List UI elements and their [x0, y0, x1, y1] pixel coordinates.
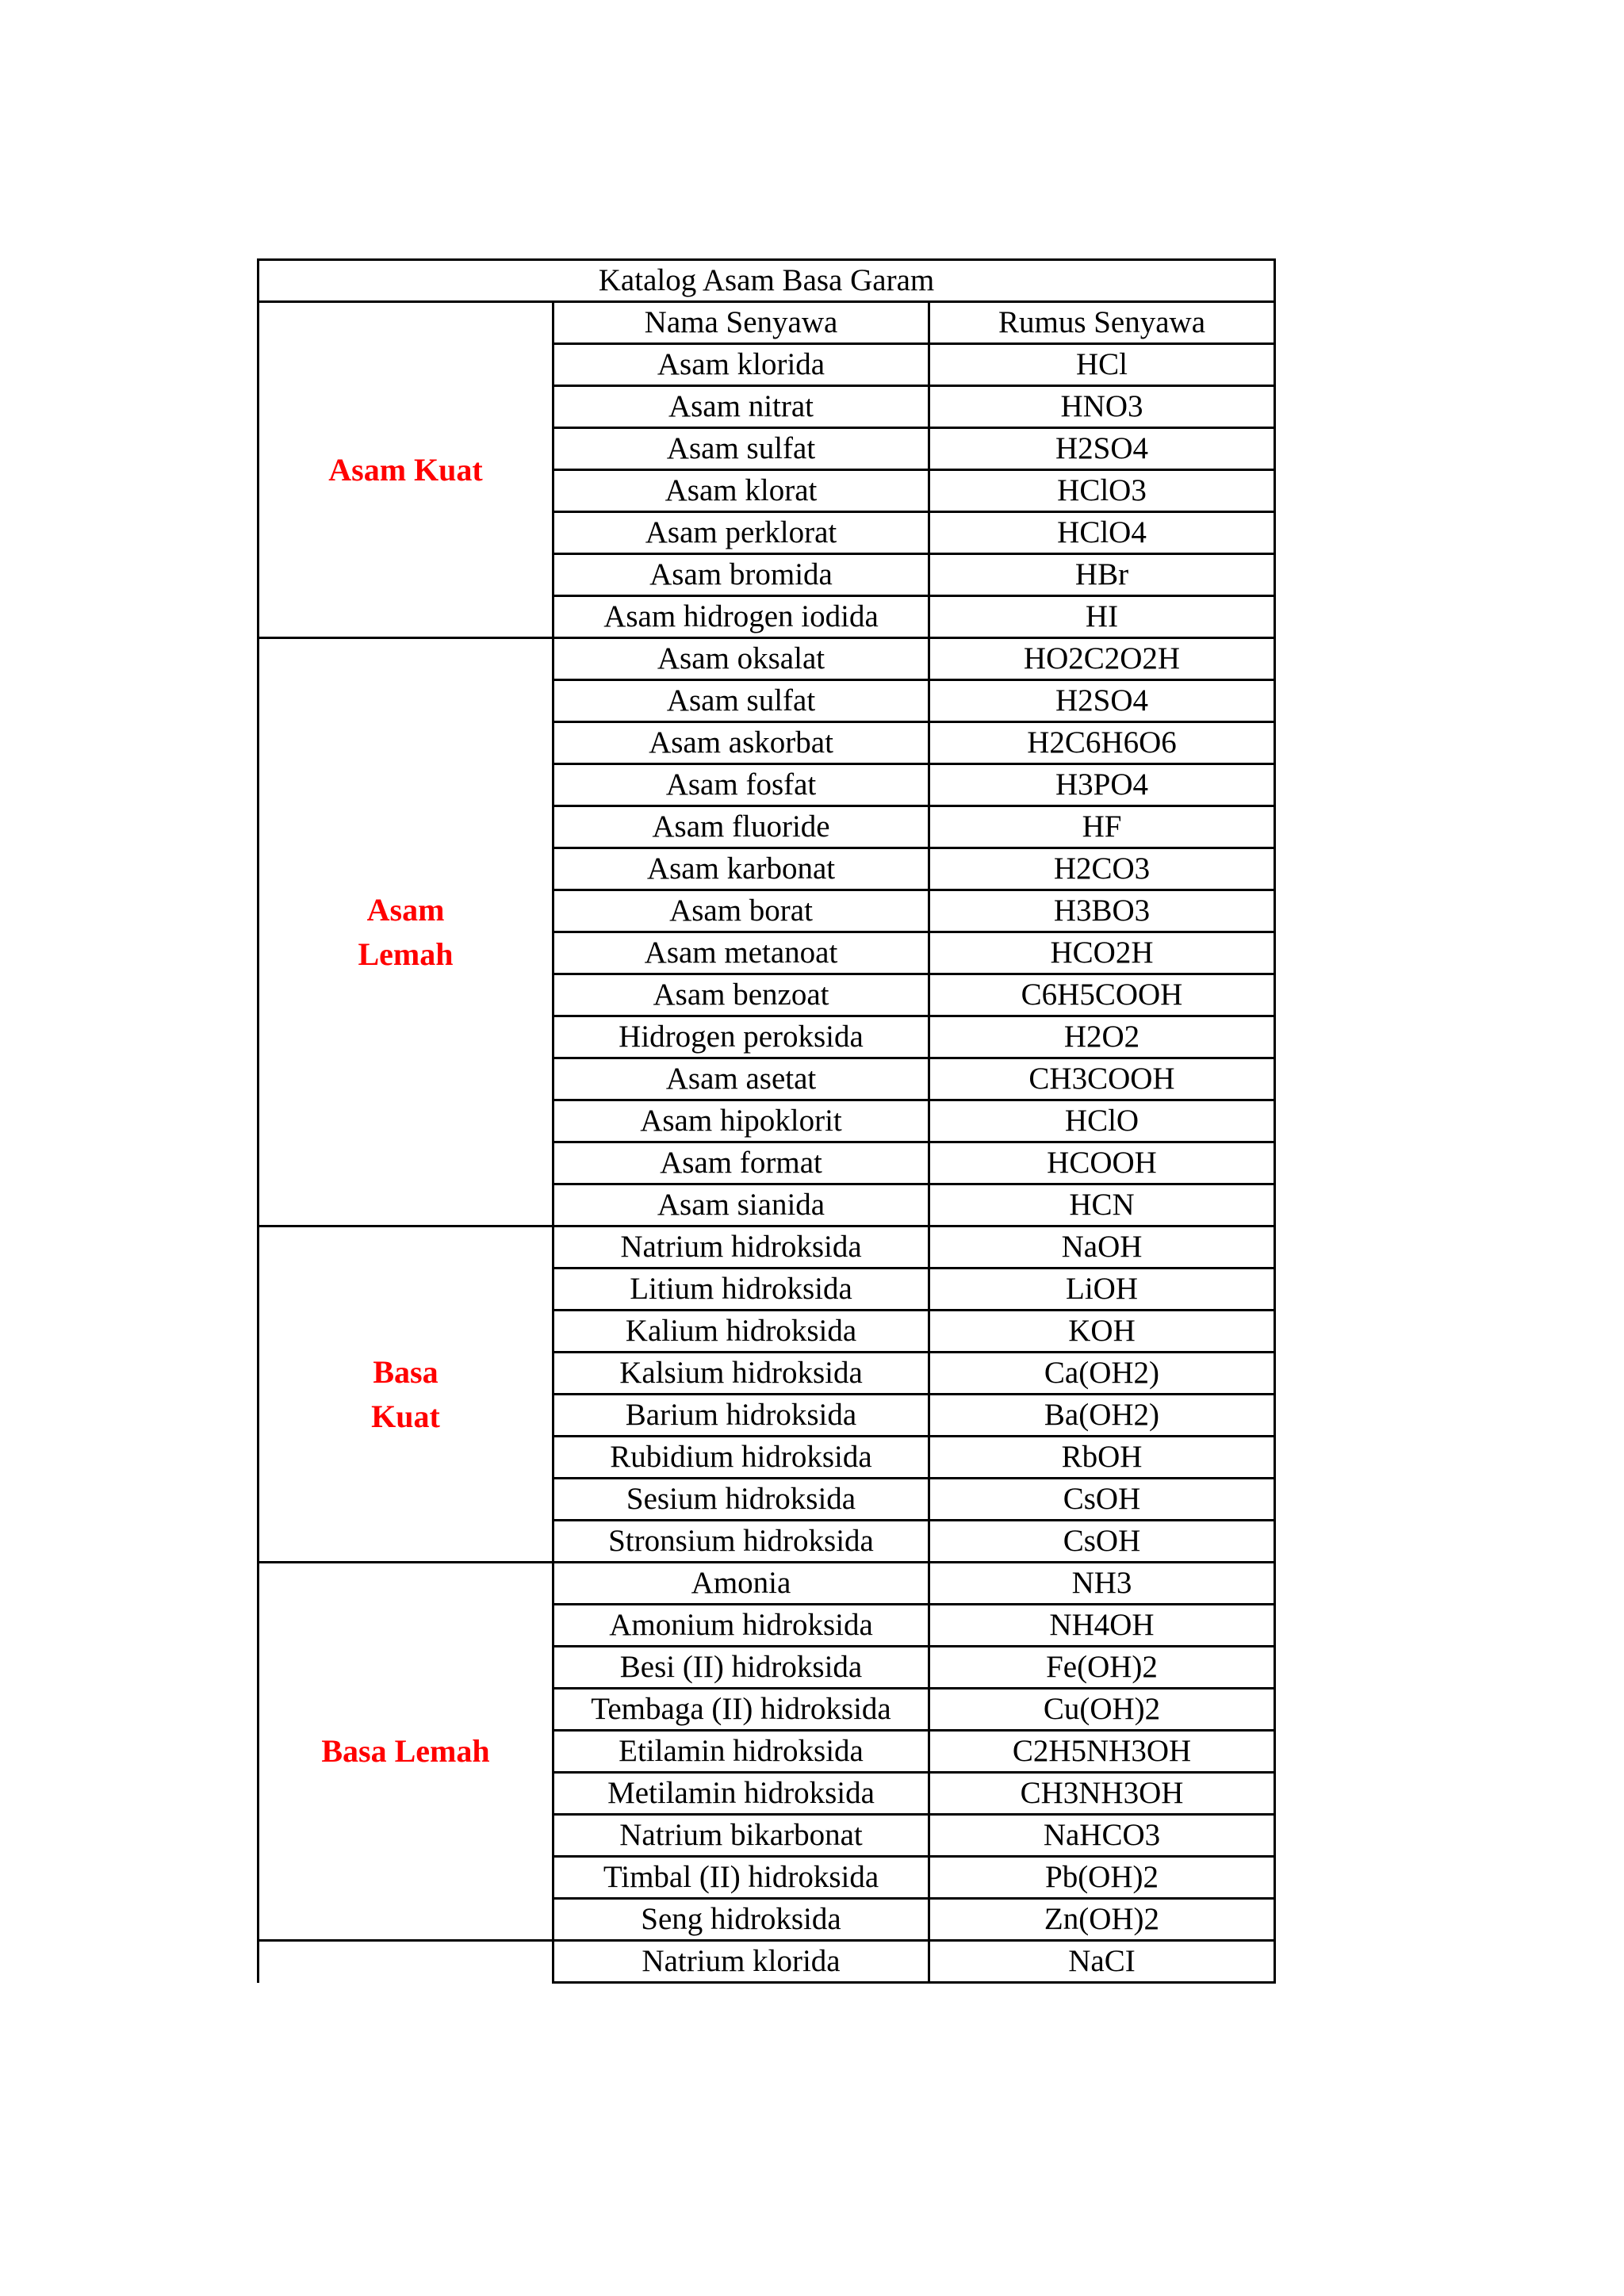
category-label	[259, 1563, 553, 1941]
compound-name-cell: Asam nitrat	[553, 386, 929, 428]
compound-name-cell: Metilamin hidroksida	[553, 1773, 929, 1815]
compound-name-cell: Asam sulfat	[553, 428, 929, 470]
compound-formula-cell: NaCI	[929, 1941, 1275, 1983]
category-label	[259, 1226, 553, 1563]
compound-formula-cell: CsOH	[929, 1479, 1275, 1521]
category-label-line: Asam	[366, 891, 445, 928]
catalog-table-body	[259, 260, 1275, 1983]
category-label-line: Lemah	[358, 936, 454, 972]
category-label-line: Asam Kuat	[328, 451, 483, 488]
compound-formula-cell: RbOH	[929, 1437, 1275, 1479]
compound-name-cell: Nama Senyawa	[553, 302, 929, 344]
compound-name-cell: Kalsium hidroksida	[553, 1353, 929, 1395]
compound-formula-cell: C6H5COOH	[929, 974, 1275, 1016]
compound-name-cell: Asam bromida	[553, 554, 929, 596]
compound-formula-cell: HBr	[929, 554, 1275, 596]
compound-name-cell: Tembaga (II) hidroksida	[553, 1689, 929, 1731]
compound-formula-cell: NH3	[929, 1563, 1275, 1605]
compound-name-cell: Asam fosfat	[553, 764, 929, 806]
compound-formula-cell: CH3NH3OH	[929, 1773, 1275, 1815]
compound-name-cell: Etilamin hidroksida	[553, 1731, 929, 1773]
compound-formula-cell: HCO2H	[929, 932, 1275, 974]
compound-name-cell: Stronsium hidroksida	[553, 1521, 929, 1563]
compound-name-cell: Besi (II) hidroksida	[553, 1647, 929, 1689]
compound-formula-cell: H2SO4	[929, 680, 1275, 722]
compound-name-cell: Asam hidrogen iodida	[553, 596, 929, 638]
compound-name-cell: Litium hidroksida	[553, 1269, 929, 1311]
compound-formula-cell: NH4OH	[929, 1605, 1275, 1647]
compound-formula-cell: Pb(OH)2	[929, 1857, 1275, 1899]
compound-formula-cell: Fe(OH)2	[929, 1647, 1275, 1689]
compound-name-cell: Kalium hidroksida	[553, 1311, 929, 1353]
category-label-line: Basa	[373, 1353, 439, 1390]
compound-name-cell: Asam sianida	[553, 1184, 929, 1226]
compound-name-cell: Asam perklorat	[553, 512, 929, 554]
compound-formula-cell: Cu(OH)2	[929, 1689, 1275, 1731]
compound-formula-cell: HF	[929, 806, 1275, 848]
compound-name-cell: Sesium hidroksida	[553, 1479, 929, 1521]
compound-formula-cell: H2SO4	[929, 428, 1275, 470]
compound-formula-cell: Ca(OH2)	[929, 1353, 1275, 1395]
compound-formula-cell: HClO3	[929, 470, 1275, 512]
compound-name-cell: Asam klorat	[553, 470, 929, 512]
compound-name-cell: Asam oksalat	[553, 638, 929, 680]
category-label	[259, 638, 553, 1226]
compound-name-cell: Asam metanoat	[553, 932, 929, 974]
compound-name-cell: Asam hipoklorit	[553, 1100, 929, 1142]
compound-formula-cell: H2C6H6O6	[929, 722, 1275, 764]
compound-name-cell: Amonium hidroksida	[553, 1605, 929, 1647]
compound-formula-cell: Zn(OH)2	[929, 1899, 1275, 1941]
compound-name-cell: Rubidium hidroksida	[553, 1437, 929, 1479]
compound-formula-cell: CsOH	[929, 1521, 1275, 1563]
category-label	[259, 1941, 553, 1983]
table-row	[259, 302, 1275, 344]
compound-formula-cell: C2H5NH3OH	[929, 1731, 1275, 1773]
table-title: Katalog Asam Basa Garam	[259, 260, 1275, 302]
category-label	[259, 302, 553, 638]
table-row	[259, 1563, 1275, 1605]
compound-name-cell: Barium hidroksida	[553, 1395, 929, 1437]
compound-name-cell: Natrium klorida	[553, 1941, 929, 1983]
category-label-line: Kuat	[371, 1398, 440, 1434]
compound-formula-cell: Rumus Senyawa	[929, 302, 1275, 344]
compound-name-cell: Natrium bikarbonat	[553, 1815, 929, 1857]
category-label-line: Basa Lemah	[321, 1733, 490, 1769]
compound-formula-cell: HClO	[929, 1100, 1275, 1142]
table-row	[259, 1226, 1275, 1269]
compound-formula-cell: HNO3	[929, 386, 1275, 428]
compound-name-cell: Asam fluoride	[553, 806, 929, 848]
compound-formula-cell: HCOOH	[929, 1142, 1275, 1184]
compound-formula-cell: CH3COOH	[929, 1058, 1275, 1100]
compound-name-cell: Asam format	[553, 1142, 929, 1184]
compound-name-cell: Seng hidroksida	[553, 1899, 929, 1941]
compound-formula-cell: LiOH	[929, 1269, 1275, 1311]
compound-name-cell: Asam klorida	[553, 344, 929, 386]
compound-formula-cell: KOH	[929, 1311, 1275, 1353]
compound-formula-cell: HCl	[929, 344, 1275, 386]
compound-formula-cell: HClO4	[929, 512, 1275, 554]
compound-name-cell: Amonia	[553, 1563, 929, 1605]
compound-formula-cell: HO2C2O2H	[929, 638, 1275, 680]
compound-formula-cell: Ba(OH2)	[929, 1395, 1275, 1437]
compound-formula-cell: H2O2	[929, 1016, 1275, 1058]
compound-name-cell: Asam sulfat	[553, 680, 929, 722]
compound-formula-cell: NaHCO3	[929, 1815, 1275, 1857]
compound-name-cell: Timbal (II) hidroksida	[553, 1857, 929, 1899]
compound-formula-cell: H3BO3	[929, 890, 1275, 932]
compound-formula-cell: H3PO4	[929, 764, 1275, 806]
compound-name-cell: Asam karbonat	[553, 848, 929, 890]
compound-name-cell: Natrium hidroksida	[553, 1226, 929, 1269]
compound-name-cell: Hidrogen peroksida	[553, 1016, 929, 1058]
compound-name-cell: Asam borat	[553, 890, 929, 932]
compound-formula-cell: HI	[929, 596, 1275, 638]
table-row	[259, 638, 1275, 680]
compound-name-cell: Asam asetat	[553, 1058, 929, 1100]
compound-name-cell: Asam askorbat	[553, 722, 929, 764]
table-title-row	[259, 260, 1275, 302]
compound-formula-cell: HCN	[929, 1184, 1275, 1226]
table-row	[259, 1941, 1275, 1983]
acid-base-salt-catalog-table	[257, 258, 1276, 1984]
compound-formula-cell: NaOH	[929, 1226, 1275, 1269]
compound-name-cell: Asam benzoat	[553, 974, 929, 1016]
compound-formula-cell: H2CO3	[929, 848, 1275, 890]
